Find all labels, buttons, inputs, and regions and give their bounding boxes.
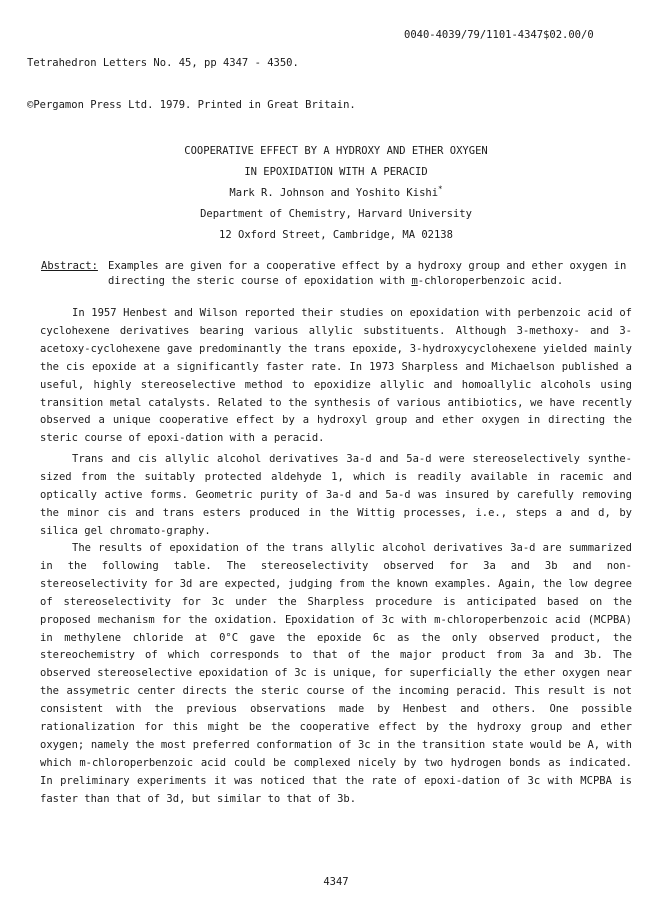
abstract-text-a: Examples are given for a cooperative effect by a hydroxy group and ether oxygen in directing the steric course of epoxidation with bbox=[108, 260, 627, 287]
title-line-1: COOPERATIVE EFFECT BY A HYDROXY AND ETHER OXYGEN bbox=[184, 145, 488, 157]
abstract-text-m: m bbox=[411, 275, 418, 287]
address: 12 Oxford Street, Cambridge, MA 02138 bbox=[219, 229, 453, 241]
abstract-text bbox=[108, 259, 628, 289]
title-line-2: IN EPOXIDATION WITH A PERACID bbox=[244, 166, 428, 178]
paragraph-2 bbox=[40, 451, 632, 541]
paragraph-3-text: The results of epoxidation of the trans allylic alcohol derivatives 3a-d are summarized in the following table. The stereoselectivity observed for 3a and 3b and non-stereoselectivity for 3d are expected, judging from the known examples. Again, the low degree of stereoselectivity for 3c under the Sharpless procedure is anticipated based on the proposed mechanism for the oxidation. Epoxidation of 3c with m-chloroperbenzoic acid (MCPBA) in methylene chloride at 0°C gave the epoxide 6c as the only observed product, the stereochemistry of which corresponds to that of the major product from 3a and 3b. The observed stereoselective epoxidation of 3c is unique, for superficially the ether oxygen near the assymetric center directs the steric course of the incoming peracid. This result is not consistent with the previous observations made by Henbest and others. One possible rationalization for this might be the cooperative effect by the hydroxy group and ether oxygen; namely the most preferred conformation of 3c in the transition state would be A, with which m-chloroperbenzoic acid could be complexed nicely by two hydrogen bonds as indicated. In preliminary experiments it was noticed that the rate of epoxi-dation of 3c with MCPBA is faster than that of 3d, but similar to that of 3b. bbox=[40, 542, 632, 805]
abstract-text-b: -chloroperbenzoic acid. bbox=[417, 275, 564, 287]
publisher-line: ©Pergamon Press Ltd. 1979. Printed in Great Britain. bbox=[27, 99, 356, 111]
paragraph-1 bbox=[40, 305, 632, 448]
journal-line: Tetrahedron Letters No. 45, pp 4347 - 4350. bbox=[27, 57, 299, 69]
article-code: 0040-4039/79/1101-4347$02.00/0 bbox=[404, 29, 594, 41]
page-number: 4347 bbox=[323, 876, 349, 888]
paragraph-3 bbox=[40, 540, 632, 809]
paragraph-2-text: Trans and cis allylic alcohol derivatives 3a-d and 5a-d were stereoselectively synthe-sized from the suitably protected aldehyde 1, which is readily available in racemic and optically active forms. Geometric purity of 3a-d and 5a-d was insured by carefully removing the minor cis and trans esters produced in the Wittig processes, i.e., steps a and d, by silica gel chromato-graphy. bbox=[40, 453, 632, 537]
authors bbox=[0, 183, 672, 204]
affiliation: Department of Chemistry, Harvard University bbox=[200, 208, 472, 220]
journal-header bbox=[27, 28, 356, 140]
paragraph-1-text: In 1957 Henbest and Wilson reported their studies on epoxidation with perbenzoic acid of cyclohexene derivatives bearing various allylic substituents. Although 3-methoxy- and 3-acetoxy-cyclohexene gave predominantly the trans epoxide, 3-hydroxycyclohexene yielded mainly the cis epoxide at a significantly faster rate. In 1973 Sharpless and Michaelson published a useful, highly stereoselective method to epoxidize allylic and homoallylic alcohols using transition metal catalysts. Related to the synthesis of various antibiotics, we have recently observed a unique cooperative effect by a hydroxyl group and ether oxygen in directing the steric course of epoxi-dation with a peracid. bbox=[40, 307, 632, 445]
abstract-label: Abstract: bbox=[41, 260, 98, 272]
author-names: Mark R. Johnson and Yoshito Kishi bbox=[229, 187, 439, 199]
author-asterisk: * bbox=[438, 184, 443, 194]
